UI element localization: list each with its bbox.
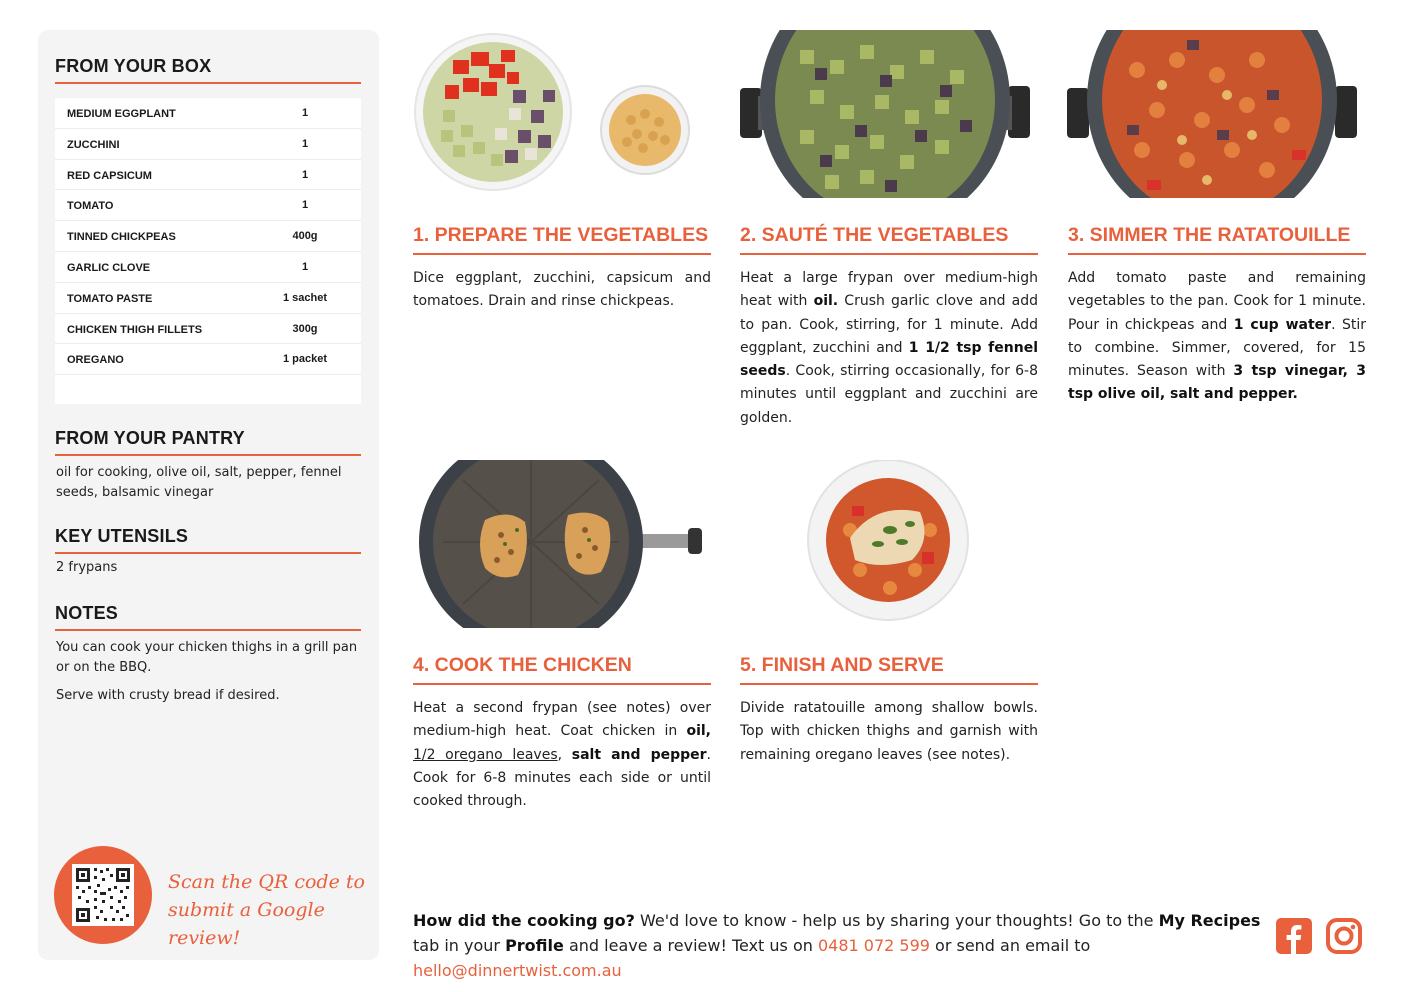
ingredient-name: CHICKEN THIGH FILLETS	[67, 323, 203, 336]
instagram-icon[interactable]	[1325, 917, 1363, 955]
key-utensils-heading: KEY UTENSILS	[55, 526, 361, 554]
step-text: Add tomato paste and remaining vegetables to the pan. Cook for 1 minute. Pour in chickpeas and	[1068, 270, 1366, 333]
footer-text: tab in your	[413, 936, 506, 955]
email-link[interactable]: hello@dinnertwist.com.au	[413, 961, 622, 980]
from-your-pantry-heading: FROM YOUR PANTRY	[55, 428, 361, 456]
ingredient-name: RED CAPSICUM	[67, 169, 152, 182]
step-text: ,	[557, 746, 563, 763]
facebook-icon[interactable]	[1275, 917, 1313, 955]
step-5-body: Divide ratatouille among shallow bowls. Top with chicken thighs and garnish with remaining oregano leaves (see notes).	[740, 700, 1038, 763]
ingredient-qty: 1	[301, 168, 309, 181]
ingredient-row	[55, 129, 361, 160]
step-emphasis: oil.	[813, 293, 839, 310]
step-emphasis: 1 1/2 tsp fennel seeds	[740, 339, 1038, 380]
ingredients-sidebar	[38, 30, 379, 960]
footer-text: or send an email to	[929, 936, 1091, 955]
ingredient-name: GARLIC CLOVE	[67, 261, 151, 274]
ingredient-row	[55, 252, 361, 283]
ingredient-row	[55, 344, 361, 375]
step-emphasis: oil,	[686, 723, 711, 740]
utensils-text: 2 frypans	[56, 560, 118, 575]
phone-link[interactable]: 0481 072 599	[817, 936, 930, 955]
footer-text: and leave a review! Text us on	[563, 936, 818, 955]
ingredient-row	[55, 190, 361, 221]
my-recipes-label: My Recipes	[1158, 911, 1261, 930]
footer-text: We'd love to know - help us by sharing your thoughts! Go to the	[634, 911, 1159, 930]
ingredient-row	[55, 160, 361, 191]
ingredient-qty: 1	[301, 107, 309, 119]
step-emphasis: salt and pepper	[571, 746, 707, 763]
step-text: Crush garlic clove and add to pan. Cook, stirring, for 1 minute. Add eggplant, zucchini and	[740, 293, 1038, 356]
qr-prompt-line: Scan the QR code to	[168, 871, 365, 893]
step5-photo	[740, 460, 1038, 628]
note-item: Serve with crusty bread if desired.	[56, 688, 280, 703]
ingredient-qty: 1	[301, 260, 309, 273]
qr-code-badge[interactable]	[54, 846, 152, 944]
step-2-body	[740, 267, 1038, 430]
ingredient-name: TOMATO	[67, 200, 114, 213]
qr-code-icon	[72, 864, 134, 926]
ingredient-name: ZUCCHINI	[67, 138, 120, 151]
ingredient-name: MEDIUM EGGPLANT	[67, 108, 176, 120]
step-text: . Cook for 6-8 minutes each side or until cooked through.	[413, 746, 711, 810]
step3-photo	[1067, 30, 1365, 198]
ingredient-row	[55, 283, 361, 314]
step-text: Heat a second frypan (see notes) over medium-high heat. Coat chicken in	[413, 700, 711, 740]
step4-photo	[413, 460, 711, 628]
ingredient-qty: 1	[301, 137, 309, 150]
step-text: . Stir to combine. Simmer, covered, for 15 minutes. Season with	[1068, 316, 1367, 380]
step-emphasis: 1 cup water	[1233, 316, 1332, 333]
ingredient-qty: 1	[301, 199, 309, 212]
notes-body	[56, 638, 366, 714]
step-3-body	[1068, 267, 1366, 407]
profile-label: Profile	[505, 936, 564, 955]
step-text: . Cook, stirring occasionally, for 6-8 minutes until eggplant and zucchini are golden.	[740, 363, 1038, 426]
from-your-box-heading: FROM YOUR BOX	[55, 56, 361, 84]
step-emphasis: 3 tsp vinegar, 3 tsp olive oil, salt and pepper.	[1068, 363, 1367, 403]
qr-prompt-line: submit a Google review!	[168, 899, 325, 949]
ingredient-name: TOMATO PASTE	[67, 292, 153, 305]
ingredients-table	[55, 98, 361, 404]
ingredient-name: OREGANO	[67, 354, 124, 367]
ingredient-row	[55, 314, 361, 345]
pantry-items: oil for cooking, olive oil, salt, pepper, fennel seeds, balsamic vinegar	[56, 465, 342, 500]
note-item: You can cook your chicken thighs in a grill pan or on the BBQ.	[56, 640, 358, 675]
step1-photo	[413, 30, 711, 198]
notes-heading: NOTES	[55, 603, 361, 631]
step-3-title: 3. SIMMER THE RATATOUILLE	[1068, 224, 1366, 255]
ingredient-qty: 400g	[292, 230, 318, 243]
ingredient-row	[55, 221, 361, 252]
step-1-title: 1. PREPARE THE VEGETABLES	[413, 224, 711, 255]
ingredient-row	[55, 98, 361, 129]
step-text: Heat a large frypan over medium-high heat with	[740, 270, 1038, 310]
review-footer	[413, 908, 1263, 983]
ingredient-qty: 1 sachet	[282, 291, 328, 304]
step-4-body	[413, 697, 711, 813]
ingredient-qty: 300g	[292, 322, 318, 335]
step-underline: 1/2 oregano leaves	[413, 746, 558, 763]
qr-prompt	[168, 868, 379, 952]
footer-question: How did the cooking go?	[413, 911, 635, 930]
ingredient-name: TINNED CHICKPEAS	[67, 231, 176, 244]
ingredient-qty: 1 packet	[282, 353, 328, 366]
step-4-title: 4. COOK THE CHICKEN	[413, 654, 711, 685]
step-2-title: 2. SAUTÉ THE VEGETABLES	[740, 224, 1038, 255]
step-1-body: Dice eggplant, zucchini, capsicum and tomatoes. Drain and rinse chickpeas.	[413, 270, 711, 310]
step2-photo	[740, 30, 1038, 198]
step-5-title: 5. FINISH AND SERVE	[740, 654, 1038, 685]
